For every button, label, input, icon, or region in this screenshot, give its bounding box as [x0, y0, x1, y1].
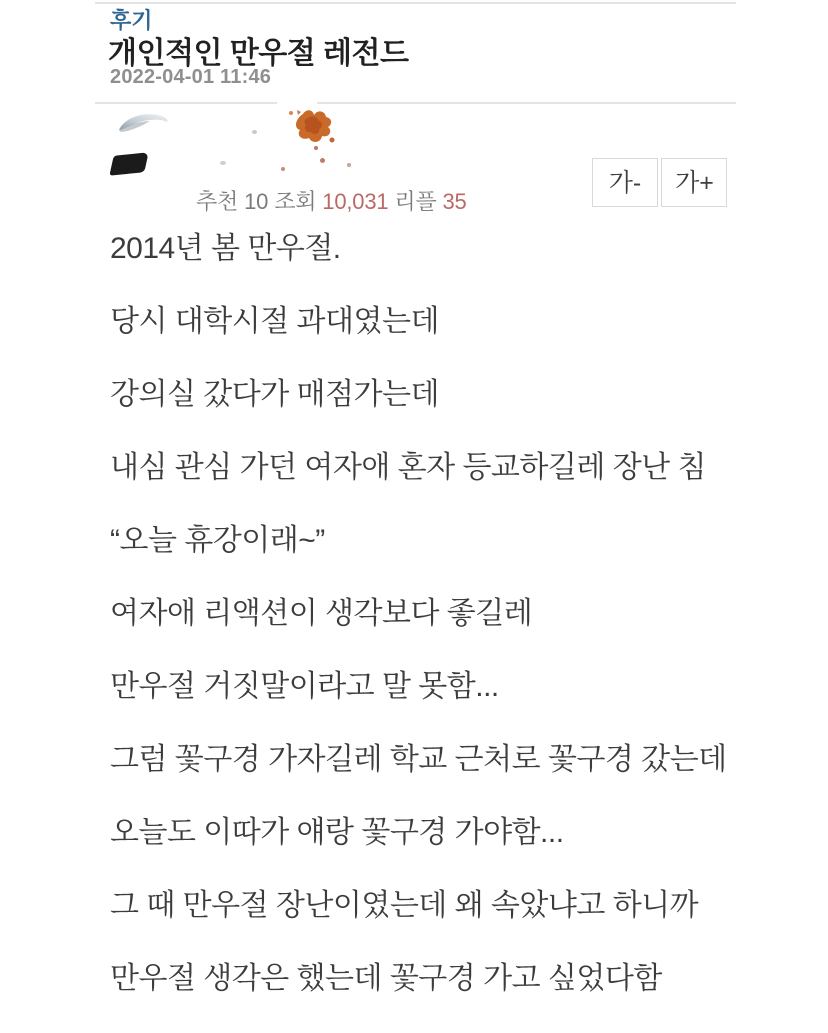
upvote-label: 추천	[196, 189, 239, 214]
views-count: 10,031	[322, 189, 389, 214]
avatar-fragment-crescent-icon	[116, 112, 172, 138]
replies-count: 35	[442, 189, 467, 214]
post-timestamp: 2022-04-01 11:46	[110, 66, 272, 88]
image-speck	[320, 158, 325, 163]
body-paragraph: 오늘도 이따가 얘랑 꽃구경 가야함...	[110, 816, 564, 849]
body-paragraph: 여자애 리액션이 생각보다 좋길레	[110, 597, 533, 630]
body-paragraph: 그 때 만우절 장난이였는데 왜 속았냐고 하니까	[110, 889, 699, 922]
body-paragraph: 만우절 생각은 했는데 꽃구경 가고 싶었다함	[110, 962, 662, 995]
top-divider	[95, 2, 736, 4]
body-paragraph: 2014년 봄 만우절.	[110, 232, 341, 265]
font-size-increase-button[interactable]: 가+	[661, 158, 727, 207]
body-paragraph: “오늘 휴강이래~”	[110, 524, 325, 557]
board-category-link[interactable]: 후기	[110, 8, 153, 33]
post-body	[110, 230, 727, 1033]
post-title: 개인적인 만우절 레전드	[108, 37, 409, 70]
avatar-fragment-dark-icon	[109, 152, 148, 175]
avatar-fragment-flame-icon	[283, 106, 341, 154]
replies-label: 리플	[394, 189, 437, 214]
image-speck	[347, 163, 351, 167]
image-speck	[281, 167, 285, 171]
body-paragraph: 강의실 갔다가 매점가는데	[110, 378, 439, 411]
font-size-controls	[592, 158, 727, 207]
body-paragraph: 그럼 꽃구경 가자길레 학교 근처로 꽃구경 갔는데	[110, 743, 727, 776]
image-speck	[252, 130, 257, 134]
font-size-decrease-button[interactable]: 가-	[592, 158, 658, 207]
upvote-count: 10	[244, 189, 269, 214]
body-paragraph: 당시 대학시절 과대였는데	[110, 305, 439, 338]
views-label: 조회	[274, 189, 317, 214]
post-stats	[196, 185, 473, 216]
image-speck	[220, 161, 226, 165]
body-paragraph: 만우절 거짓말이라고 말 못함...	[110, 670, 499, 703]
body-paragraph: 내심 관심 가던 여자애 혼자 등교하길레 장난 침	[110, 451, 706, 484]
